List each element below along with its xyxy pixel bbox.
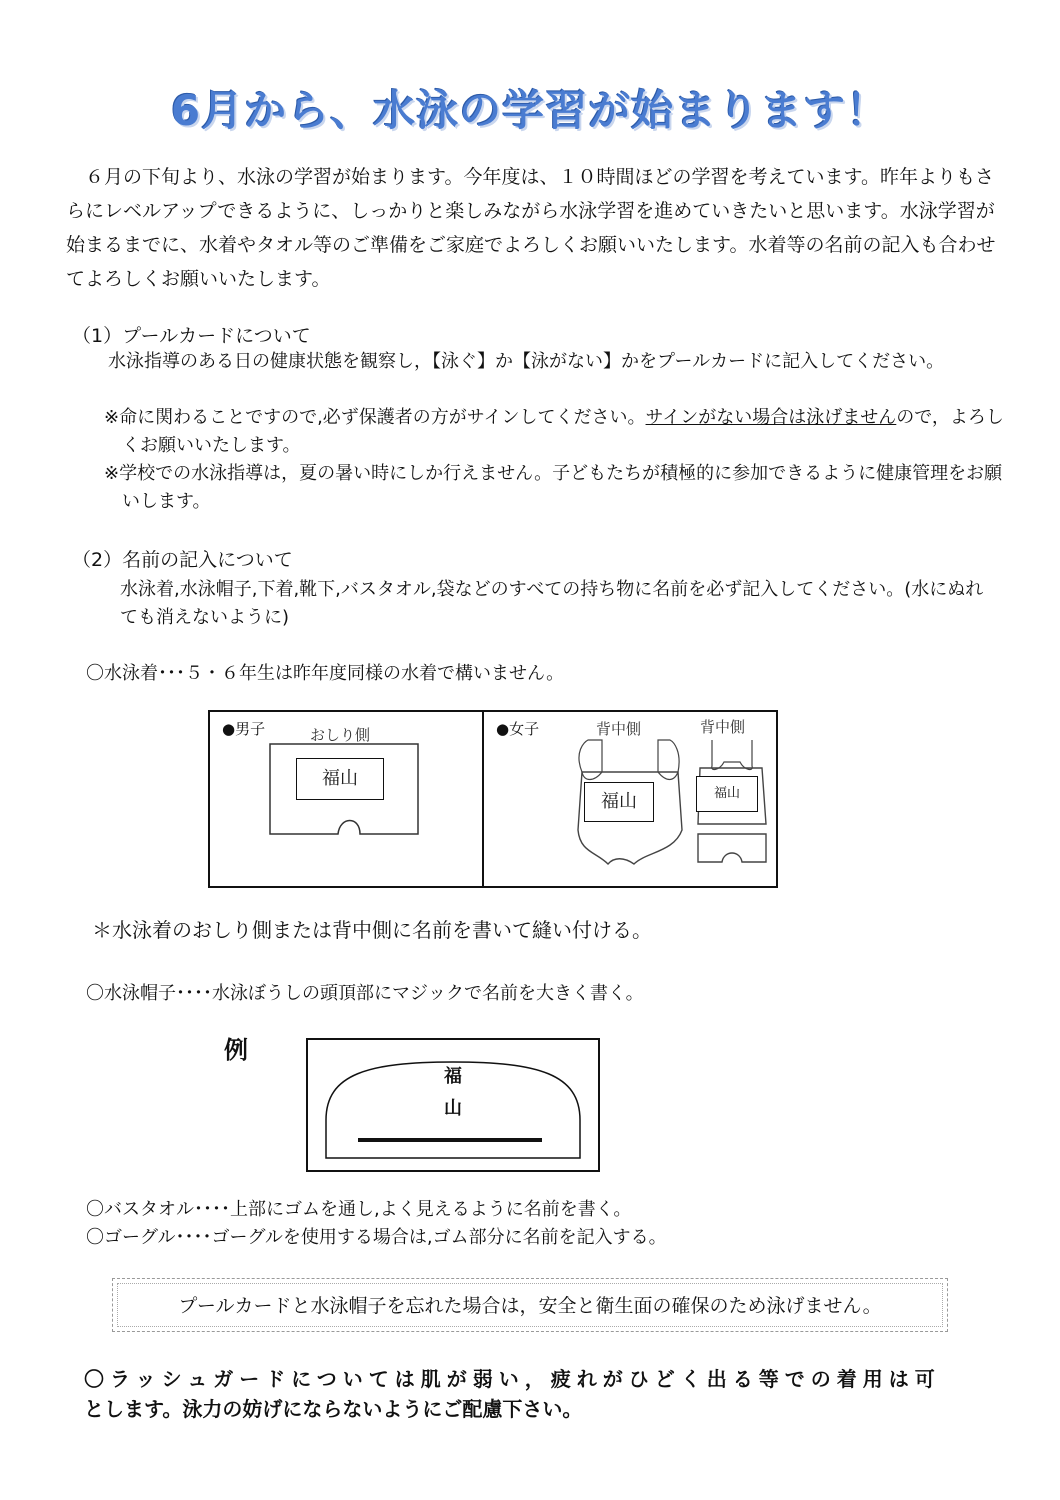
notice-box: [112, 1278, 948, 1332]
cap-name-char-1: 福: [444, 1066, 462, 1087]
girls-side-label-2: 背中側: [700, 718, 746, 736]
boys-side-label: おしり側: [310, 726, 371, 744]
goggle-line: 〇ゴーグル････ゴーグルを使用する場合は,ゴム部分に名前を記入する。: [86, 1227, 667, 1248]
girls-name-tag-2: 福山: [696, 776, 758, 812]
swimsuit-note: ＊水泳着のおしり側または背中側に名前を書いて縫い付ける。: [92, 918, 652, 942]
boys-name-tag: 福山: [296, 758, 384, 800]
page-title: 6月から、水泳の学習が始まります！: [170, 86, 890, 135]
rashguard-line-1: 〇ラッシュガードについては肌が弱い，疲れがひどく出る等での着用は可: [84, 1367, 941, 1391]
rashguard-note: [84, 1364, 998, 1424]
section1-heading: （1）プールカードについて: [72, 325, 311, 347]
cap-example-label: 例: [224, 1036, 248, 1064]
girls-name-tag-1: 福山: [584, 782, 654, 822]
girls-side-label-1: 背中側: [596, 720, 642, 738]
intro-paragraph: ６月の下旬より、水泳の学習が始まります。今年度は、１０時間ほどの学習を考えています。昨年よりもさらにレベルアップできるように、しっかりと楽しみながら水泳学習を進めていきたいと思います。水泳学習が始まるまでに、水着やタオル等のご準備をご家庭でよろしくお願いいたします。水着等の名前の記入も合わせてよろしくお願いいたします。: [66, 166, 996, 290]
note1-tail: ので，よろしくお願いいたします。: [122, 407, 1004, 456]
girls-label: ●女子: [496, 720, 540, 738]
section1-line1: 水泳指導のある日の健康状態を観察し，【泳ぐ】か【泳がない】かをプールカードに記入してください。: [108, 351, 945, 372]
swimsuit-diagram: [208, 710, 778, 888]
note1-underlined: サインがない場合は泳げません: [645, 407, 897, 428]
notice-text: プールカードと水泳帽子を忘れた場合は，安全と衛生面の確保のため泳げません。: [178, 1295, 882, 1317]
section1-note2: ※学校での水泳指導は，夏の暑い時にしか行えません。子どもたちが積極的に参加できるように健康管理をお願いします。: [104, 463, 1003, 512]
rashguard-line-2: とします。泳力の妨げにならないようにご配慮下さい。: [84, 1397, 583, 1421]
swimsuit-line: 〇水泳着･･･５・６年生は昨年度同様の水着で構いません。: [86, 663, 565, 684]
boys-label: ●男子: [222, 720, 266, 738]
towel-line: 〇バスタオル････上部にゴムを通し,よく見えるように名前を書く。: [86, 1199, 632, 1220]
cap-name-char-2: 山: [444, 1098, 462, 1119]
note1-text: ※命に関わることですので,必ず保護者の方がサインしてください。: [104, 407, 646, 428]
section2-heading: （2）名前の記入について: [72, 549, 293, 571]
section1-note1: [104, 404, 1016, 460]
cap-line: 〇水泳帽子････水泳ぼうしの頭頂部にマジックで名前を大きく書く。: [86, 983, 644, 1004]
section2-line1: 水泳着,水泳帽子,下着,靴下,バスタオル,袋などのすべての持ち物に名前を必ず記入してください。(水にぬれても消えないように): [120, 579, 984, 628]
cap-example-box: [306, 1038, 600, 1172]
